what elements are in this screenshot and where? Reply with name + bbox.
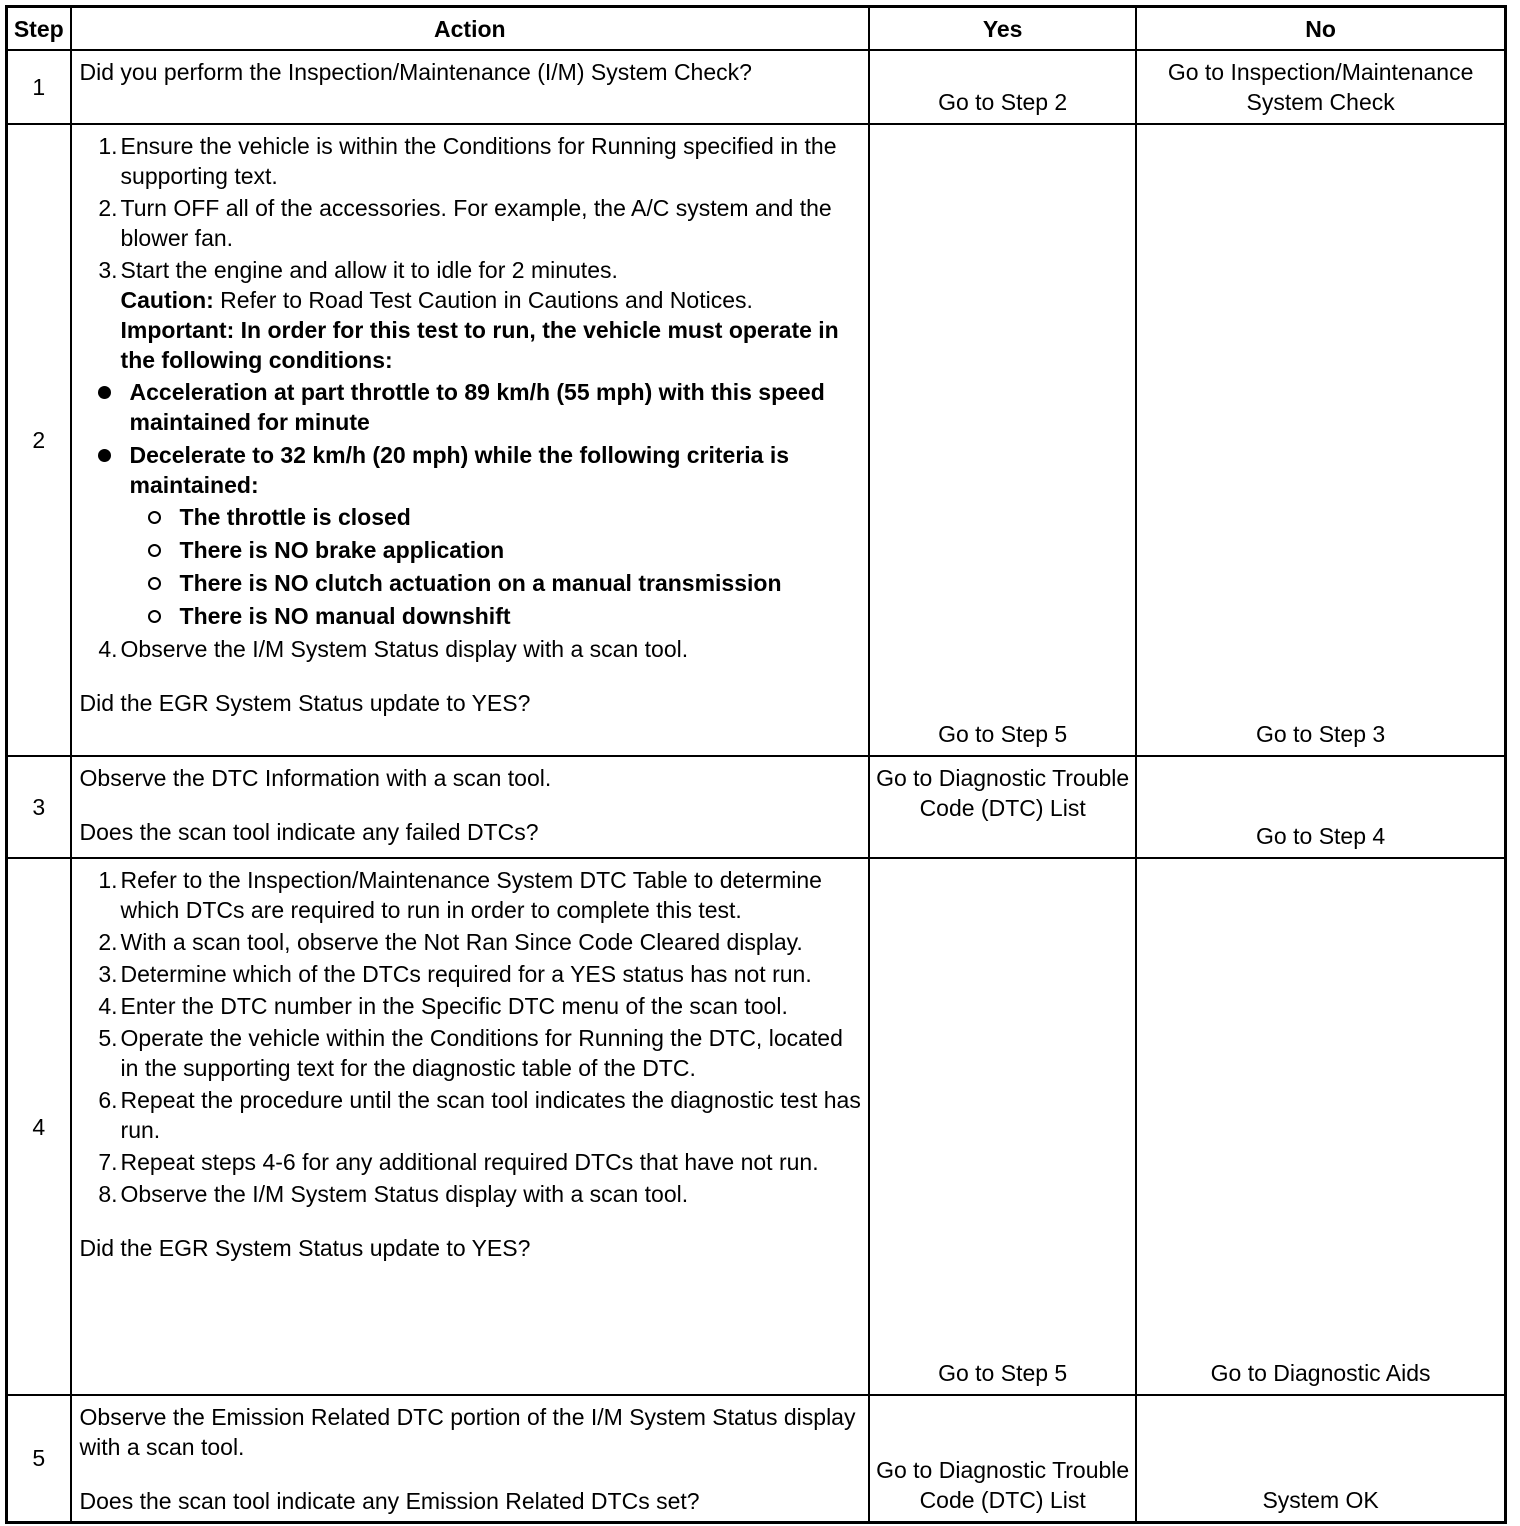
bullet-text: Acceleration at part throttle to 89 km/h (55 mph) with this speed maintained for minute — [129, 379, 825, 435]
caution-text: Refer to Road Test Caution in Cautions and Notices. — [213, 287, 753, 313]
header-step: Step — [7, 7, 71, 51]
list-item — [80, 634, 865, 664]
header-no: No — [1136, 7, 1505, 51]
important-note — [121, 315, 865, 375]
table-row — [7, 124, 1506, 756]
item-number: 3. — [98, 257, 118, 283]
diagnostic-steps-table — [5, 5, 1507, 1524]
header-action: Action — [71, 7, 870, 51]
list-item — [80, 1147, 865, 1177]
subbullet-text: The throttle is closed — [179, 504, 411, 530]
item-number: 7. — [98, 1149, 118, 1175]
list-item — [80, 255, 865, 375]
item-number: 4. — [98, 993, 118, 1019]
item-text: Repeat steps 4-6 for any additional required DTCs that have not run. — [120, 1149, 819, 1175]
subbullet-text: There is NO brake application — [179, 537, 505, 563]
yes-cell — [869, 858, 1136, 1395]
list-item — [130, 568, 865, 598]
item-text: Enter the DTC number in the Specific DTC menu of the scan tool. — [120, 993, 788, 1019]
no-link[interactable]: Go to Step 3 — [1256, 721, 1386, 747]
question-text: Does the scan tool indicate any Emission Related DTCs set? — [79, 1488, 700, 1514]
list-item — [80, 865, 865, 925]
action-cell — [71, 124, 870, 756]
yes-cell — [869, 1395, 1136, 1522]
list-item — [80, 193, 865, 253]
no-link[interactable]: Go to Diagnostic Aids — [1210, 1360, 1431, 1386]
list-item — [80, 1023, 865, 1083]
procedure-list — [80, 131, 865, 375]
step-number: 5 — [7, 1395, 71, 1522]
item-number: 8. — [98, 1181, 118, 1207]
step-number: 1 — [7, 50, 71, 124]
no-cell — [1136, 50, 1505, 124]
action-text: Observe the DTC Information with a scan tool. — [79, 765, 552, 791]
action-cell — [71, 1395, 870, 1522]
item-text: Operate the vehicle within the Conditions for Running the DTC, located in the supporting text for the diagnostic table of the DTC. — [120, 1025, 843, 1081]
action-cell — [71, 756, 870, 858]
yes-link[interactable]: Go to Step 5 — [938, 721, 1068, 747]
step-number: 2 — [7, 124, 71, 756]
item-number: 1. — [98, 133, 118, 159]
item-text: Refer to the Inspection/Maintenance System DTC Table to determine which DTCs are required to run in order to complete this test. — [120, 867, 822, 923]
item-text: Determine which of the DTCs required for a YES status has not run. — [120, 961, 812, 987]
question-text: Does the scan tool indicate any failed DTCs? — [79, 819, 539, 845]
action-cell — [71, 50, 870, 124]
circle-bullet-icon — [148, 511, 161, 524]
item-number: 3. — [98, 961, 118, 987]
important-text: In order for this test to run, the vehicle must operate in the following conditions: — [120, 317, 839, 373]
header-row — [7, 7, 1506, 51]
subbullet-text: There is NO manual downshift — [179, 603, 511, 629]
no-link[interactable]: System OK — [1262, 1486, 1379, 1513]
criteria-list — [130, 502, 865, 631]
caution-label: Caution: — [120, 287, 214, 313]
list-item — [130, 502, 865, 532]
list-item — [130, 535, 865, 565]
item-number: 1. — [98, 867, 118, 893]
subbullet-text: There is NO clutch actuation on a manual transmission — [179, 570, 782, 596]
no-cell — [1136, 858, 1505, 1395]
item-text: Observe the I/M System Status display with a scan tool. — [120, 1181, 689, 1207]
list-item — [80, 131, 865, 191]
list-item — [80, 959, 865, 989]
step-number: 3 — [7, 756, 71, 858]
yes-link[interactable]: Go to Step 2 — [938, 89, 1068, 115]
no-cell — [1136, 756, 1505, 858]
item-text: Turn OFF all of the accessories. For example, the A/C system and the blower fan. — [120, 195, 832, 251]
list-item — [80, 377, 865, 437]
yes-cell — [869, 124, 1136, 756]
list-item — [80, 440, 865, 631]
header-yes: Yes — [869, 7, 1136, 51]
table-row — [7, 858, 1506, 1395]
bullet-text: Decelerate to 32 km/h (20 mph) while the following criteria is maintained: — [129, 442, 790, 498]
bullet-icon — [98, 386, 111, 399]
item-number: 2. — [98, 929, 118, 955]
question-text: Did the EGR System Status update to YES? — [79, 1235, 531, 1261]
circle-bullet-icon — [148, 610, 161, 623]
action-cell — [71, 858, 870, 1395]
table-row — [7, 50, 1506, 124]
bullet-icon — [98, 449, 111, 462]
yes-link[interactable]: Go to Step 5 — [938, 1360, 1068, 1386]
item-text: With a scan tool, observe the Not Ran Since Code Cleared display. — [120, 929, 803, 955]
circle-bullet-icon — [148, 577, 161, 590]
table-row — [7, 756, 1506, 858]
list-item — [80, 991, 865, 1021]
list-item — [130, 601, 865, 631]
item-number: 6. — [98, 1087, 118, 1113]
circle-bullet-icon — [148, 544, 161, 557]
item-number: 2. — [98, 195, 118, 221]
item-text: Repeat the procedure until the scan tool indicates the diagnostic test has run. — [120, 1087, 861, 1143]
no-link[interactable]: Go to Inspection/Maintenance System Check — [1167, 59, 1474, 115]
yes-link[interactable]: Go to Diagnostic Trouble Code (DTC) List — [876, 1456, 1130, 1513]
list-item — [80, 1085, 865, 1145]
action-text: Observe the Emission Related DTC portion of the I/M System Status display with a scan tool. — [79, 1404, 856, 1460]
procedure-list — [80, 865, 865, 1209]
table-row — [7, 1395, 1506, 1522]
item-number: 5. — [98, 1025, 118, 1051]
no-cell — [1136, 124, 1505, 756]
list-item — [80, 927, 865, 957]
step-number: 4 — [7, 858, 71, 1395]
item-text: Observe the I/M System Status display with a scan tool. — [120, 636, 689, 662]
question-text: Did the EGR System Status update to YES? — [79, 690, 531, 716]
no-cell — [1136, 1395, 1505, 1522]
item-number: 4. — [98, 636, 118, 662]
no-link[interactable]: Go to Step 4 — [1256, 823, 1386, 849]
yes-cell — [869, 50, 1136, 124]
action-text: Did you perform the Inspection/Maintenance (I/M) System Check? — [79, 59, 752, 85]
important-label: Important: — [120, 317, 235, 343]
item-text: Ensure the vehicle is within the Conditions for Running specified in the supporting text. — [120, 133, 837, 189]
yes-link[interactable]: Go to Diagnostic Trouble Code (DTC) List — [876, 765, 1130, 821]
yes-cell — [869, 756, 1136, 858]
item-text: Start the engine and allow it to idle for 2 minutes. — [120, 257, 618, 283]
caution-note — [121, 285, 865, 315]
conditions-list — [80, 377, 865, 631]
procedure-list — [80, 634, 865, 664]
list-item — [80, 1179, 865, 1209]
